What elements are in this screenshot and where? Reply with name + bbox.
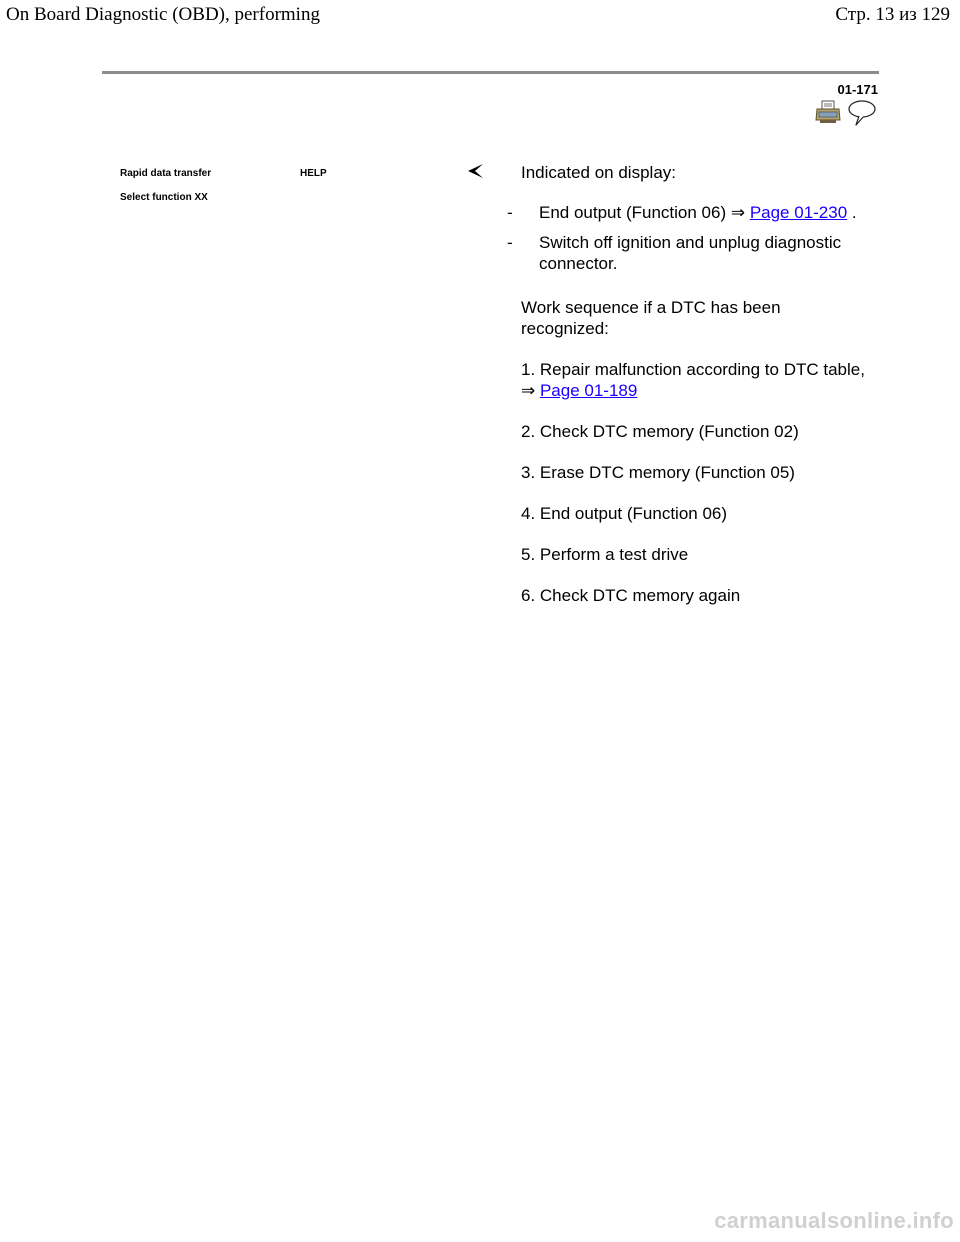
step-5: 5. Perform a test drive (521, 545, 689, 564)
page-number: 01-171 (837, 82, 878, 97)
step-3: 3. Erase DTC memory (Function 05) (521, 463, 795, 482)
dash-marker: - (507, 203, 513, 222)
page-link-01-230[interactable]: Page 01-230 (749, 203, 848, 222)
list-item (505, 202, 866, 223)
step-4: 4. End output (Function 06) (521, 504, 728, 523)
pointer-arrow-icon (466, 163, 484, 184)
bullet-text: Switch off ignition and unplug diagnostic connector. (539, 233, 842, 273)
page-link-01-189[interactable]: Page 01-189 (539, 381, 638, 400)
watermark: carmanualsonline.info (714, 1208, 954, 1233)
display-line-rapid-data-transfer: Rapid data transfer (120, 168, 212, 179)
instruction-column (507, 162, 866, 606)
dash-marker: - (507, 233, 513, 252)
step-2: 2. Check DTC memory (Function 02) (521, 422, 799, 441)
speech-bubble-icon[interactable] (847, 100, 877, 131)
page-counter: Стр. 13 из 129 (835, 4, 950, 25)
bullet-tail: . (847, 203, 857, 222)
display-line-select-function: Select function XX (120, 192, 208, 203)
intro-text: Indicated on display: (521, 163, 676, 182)
document-title: On Board Diagnostic (OBD), performing (6, 4, 320, 25)
action-list (505, 202, 866, 274)
step-1-text: 1. Repair malfunction according to DTC table, ⇒ (521, 360, 865, 400)
work-sequence-heading: Work sequence if a DTC has been recognized: (521, 298, 781, 338)
header-divider (102, 71, 879, 74)
step-6: 6. Check DTC memory again (521, 586, 741, 605)
list-item (505, 232, 866, 274)
printer-icon[interactable] (815, 100, 841, 129)
display-help-label: HELP (300, 168, 327, 179)
step-1 (521, 359, 866, 401)
bullet-text: End output (Function 06) ⇒ (539, 203, 750, 222)
